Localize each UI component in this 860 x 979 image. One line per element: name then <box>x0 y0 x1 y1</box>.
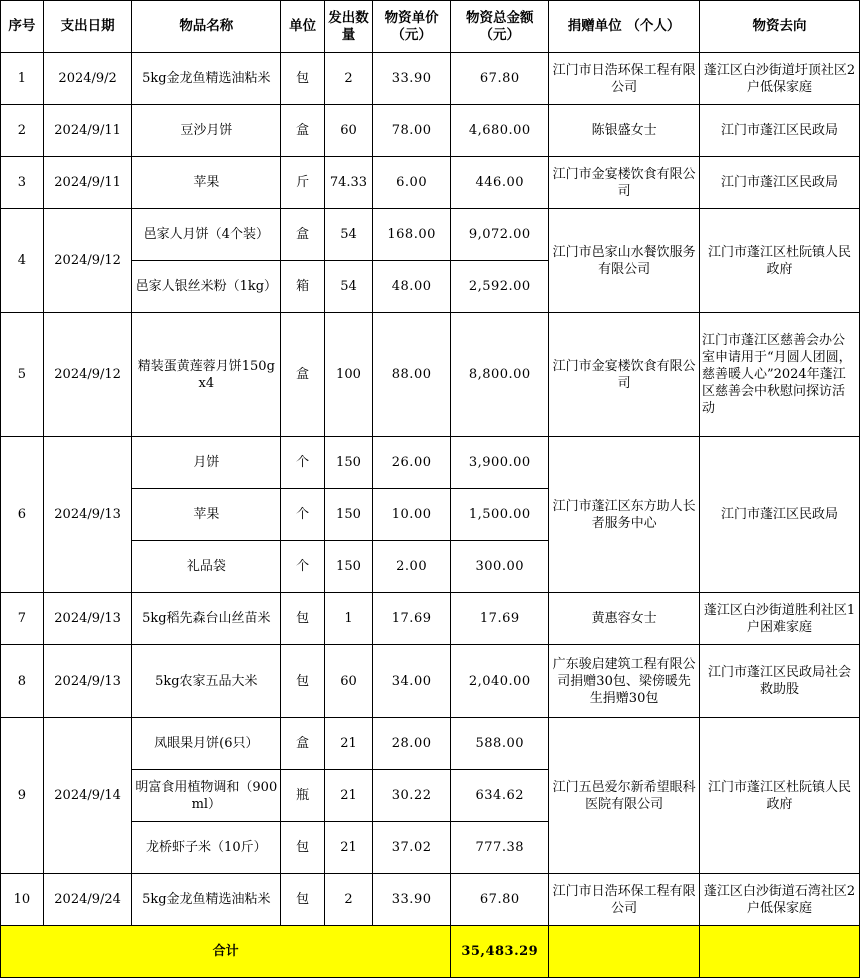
row-donor: 江门市日浩环保工程有限公司 <box>549 53 700 105</box>
item-name: 凤眼果月饼(6只） <box>132 718 281 770</box>
item-unit: 个 <box>281 489 325 541</box>
table-row <box>1 874 860 926</box>
item-name: 豆沙月饼 <box>132 105 281 157</box>
row-number: 3 <box>1 157 44 209</box>
total-empty-dest <box>699 926 859 978</box>
item-price: 2.00 <box>372 541 450 593</box>
row-donor: 广东骏启建筑工程有限公司捐赠30包、梁傍暖先生捐赠30包 <box>549 645 700 718</box>
item-unit: 个 <box>281 437 325 489</box>
item-name: 5kg农家五品大米 <box>132 645 281 718</box>
item-name: 苹果 <box>132 157 281 209</box>
item-qty: 2 <box>325 53 373 105</box>
item-name: 礼品袋 <box>132 541 281 593</box>
item-total: 9,072.00 <box>451 209 549 261</box>
header-destination: 物资去向 <box>699 1 859 53</box>
item-price: 48.00 <box>372 261 450 313</box>
header-donor: 捐赠单位 （个人） <box>549 1 700 53</box>
row-number: 4 <box>1 209 44 313</box>
item-total: 1,500.00 <box>451 489 549 541</box>
item-qty: 150 <box>325 541 373 593</box>
row-destination: 江门市蓬江区慈善会办公室申请用于“月圆人团圆，慈善暖人心”2024年蓬江区慈善会中秋慰问探访活动 <box>699 313 859 437</box>
row-date: 2024/9/13 <box>43 593 132 645</box>
item-name: 苹果 <box>132 489 281 541</box>
row-number: 5 <box>1 313 44 437</box>
row-donor: 江门市蓬江区东方助人长者服务中心 <box>549 437 700 593</box>
item-total: 588.00 <box>451 718 549 770</box>
row-date: 2024/9/13 <box>43 437 132 593</box>
row-date: 2024/9/2 <box>43 53 132 105</box>
item-unit: 盒 <box>281 313 325 437</box>
item-qty: 100 <box>325 313 373 437</box>
item-qty: 150 <box>325 437 373 489</box>
item-total: 67.80 <box>451 53 549 105</box>
item-name: 5kg金龙鱼精选油粘米 <box>132 874 281 926</box>
row-destination: 江门市蓬江区民政局 <box>699 105 859 157</box>
item-price: 168.00 <box>372 209 450 261</box>
item-total: 300.00 <box>451 541 549 593</box>
row-destination: 江门市蓬江区杜阮镇人民政府 <box>699 718 859 874</box>
item-unit: 盒 <box>281 105 325 157</box>
item-unit: 包 <box>281 822 325 874</box>
item-qty: 60 <box>325 105 373 157</box>
total-row <box>1 926 860 978</box>
table-row <box>1 105 860 157</box>
item-name: 邑家人银丝米粉（1kg） <box>132 261 281 313</box>
item-total: 3,900.00 <box>451 437 549 489</box>
item-price: 33.90 <box>372 874 450 926</box>
header-qty: 发出数量 <box>325 1 373 53</box>
header-item-name: 物品名称 <box>132 1 281 53</box>
row-donor: 江门五邑爱尔新希望眼科医院有限公司 <box>549 718 700 874</box>
item-qty: 60 <box>325 645 373 718</box>
item-qty: 1 <box>325 593 373 645</box>
item-name: 5kg金龙鱼精选油粘米 <box>132 53 281 105</box>
header-price: 物资单价（元） <box>372 1 450 53</box>
item-total: 634.62 <box>451 770 549 822</box>
item-total: 2,592.00 <box>451 261 549 313</box>
row-date: 2024/9/13 <box>43 645 132 718</box>
table-row <box>1 593 860 645</box>
item-unit: 瓶 <box>281 770 325 822</box>
row-number: 1 <box>1 53 44 105</box>
row-date: 2024/9/12 <box>43 209 132 313</box>
item-price: 6.00 <box>372 157 450 209</box>
header-unit: 单位 <box>281 1 325 53</box>
item-price: 78.00 <box>372 105 450 157</box>
item-unit: 包 <box>281 874 325 926</box>
item-name: 月饼 <box>132 437 281 489</box>
item-qty: 74.33 <box>325 157 373 209</box>
row-donor: 江门市金宴楼饮食有限公司 <box>549 313 700 437</box>
item-total: 17.69 <box>451 593 549 645</box>
row-date: 2024/9/14 <box>43 718 132 874</box>
row-date: 2024/9/11 <box>43 105 132 157</box>
item-unit: 包 <box>281 53 325 105</box>
item-total: 777.38 <box>451 822 549 874</box>
table-row <box>1 645 860 718</box>
header-date: 支出日期 <box>43 1 132 53</box>
item-total: 8,800.00 <box>451 313 549 437</box>
item-price: 33.90 <box>372 53 450 105</box>
item-qty: 54 <box>325 261 373 313</box>
table-row <box>1 209 860 261</box>
header-row <box>1 1 860 53</box>
row-donor: 陈银盛女士 <box>549 105 700 157</box>
table-row <box>1 157 860 209</box>
item-qty: 21 <box>325 822 373 874</box>
row-date: 2024/9/12 <box>43 313 132 437</box>
item-price: 26.00 <box>372 437 450 489</box>
item-price: 88.00 <box>372 313 450 437</box>
table-row <box>1 53 860 105</box>
item-unit: 斤 <box>281 157 325 209</box>
row-donor: 江门市邑家山水餐饮服务有限公司 <box>549 209 700 313</box>
item-price: 30.22 <box>372 770 450 822</box>
row-donor: 黄惠容女士 <box>549 593 700 645</box>
item-unit: 盒 <box>281 718 325 770</box>
row-number: 8 <box>1 645 44 718</box>
total-empty-donor <box>549 926 700 978</box>
item-total: 67.80 <box>451 874 549 926</box>
item-price: 10.00 <box>372 489 450 541</box>
item-qty: 150 <box>325 489 373 541</box>
row-date: 2024/9/11 <box>43 157 132 209</box>
table-row <box>1 437 860 489</box>
table-row <box>1 718 860 770</box>
item-name: 邑家人月饼（4个装） <box>132 209 281 261</box>
item-unit: 盒 <box>281 209 325 261</box>
table-body <box>1 53 860 926</box>
item-unit: 包 <box>281 593 325 645</box>
item-unit: 包 <box>281 645 325 718</box>
row-number: 7 <box>1 593 44 645</box>
item-qty: 54 <box>325 209 373 261</box>
total-value: 35,483.29 <box>451 926 549 978</box>
item-qty: 2 <box>325 874 373 926</box>
item-total: 2,040.00 <box>451 645 549 718</box>
row-destination: 蓬江区白沙街道石湾社区2户低保家庭 <box>699 874 859 926</box>
header-total: 物资总金额（元） <box>451 1 549 53</box>
row-number: 9 <box>1 718 44 874</box>
item-name: 5kg稻先森台山丝苗米 <box>132 593 281 645</box>
total-label: 合计 <box>1 926 451 978</box>
item-price: 17.69 <box>372 593 450 645</box>
item-name: 精装蛋黄莲蓉月饼150gx4 <box>132 313 281 437</box>
row-destination: 江门市蓬江区民政局 <box>699 437 859 593</box>
item-unit: 箱 <box>281 261 325 313</box>
item-price: 37.02 <box>372 822 450 874</box>
row-destination: 蓬江区白沙街道胜利社区1户困难家庭 <box>699 593 859 645</box>
item-price: 34.00 <box>372 645 450 718</box>
item-total: 446.00 <box>451 157 549 209</box>
item-name: 龙桥虾子米（10斤） <box>132 822 281 874</box>
table-row <box>1 313 860 437</box>
item-qty: 21 <box>325 770 373 822</box>
row-destination: 江门市蓬江区杜阮镇人民政府 <box>699 209 859 313</box>
row-date: 2024/9/24 <box>43 874 132 926</box>
row-donor: 江门市金宴楼饮食有限公司 <box>549 157 700 209</box>
row-destination: 江门市蓬江区民政局 <box>699 157 859 209</box>
row-number: 10 <box>1 874 44 926</box>
row-destination: 江门市蓬江区民政局社会救助股 <box>699 645 859 718</box>
row-donor: 江门市日浩环保工程有限公司 <box>549 874 700 926</box>
item-name: 明富食用植物调和（900ml） <box>132 770 281 822</box>
header-no: 序号 <box>1 1 44 53</box>
item-qty: 21 <box>325 718 373 770</box>
item-price: 28.00 <box>372 718 450 770</box>
row-destination: 蓬江区白沙街道圩顶社区2户低保家庭 <box>699 53 859 105</box>
item-total: 4,680.00 <box>451 105 549 157</box>
row-number: 2 <box>1 105 44 157</box>
row-number: 6 <box>1 437 44 593</box>
item-unit: 个 <box>281 541 325 593</box>
